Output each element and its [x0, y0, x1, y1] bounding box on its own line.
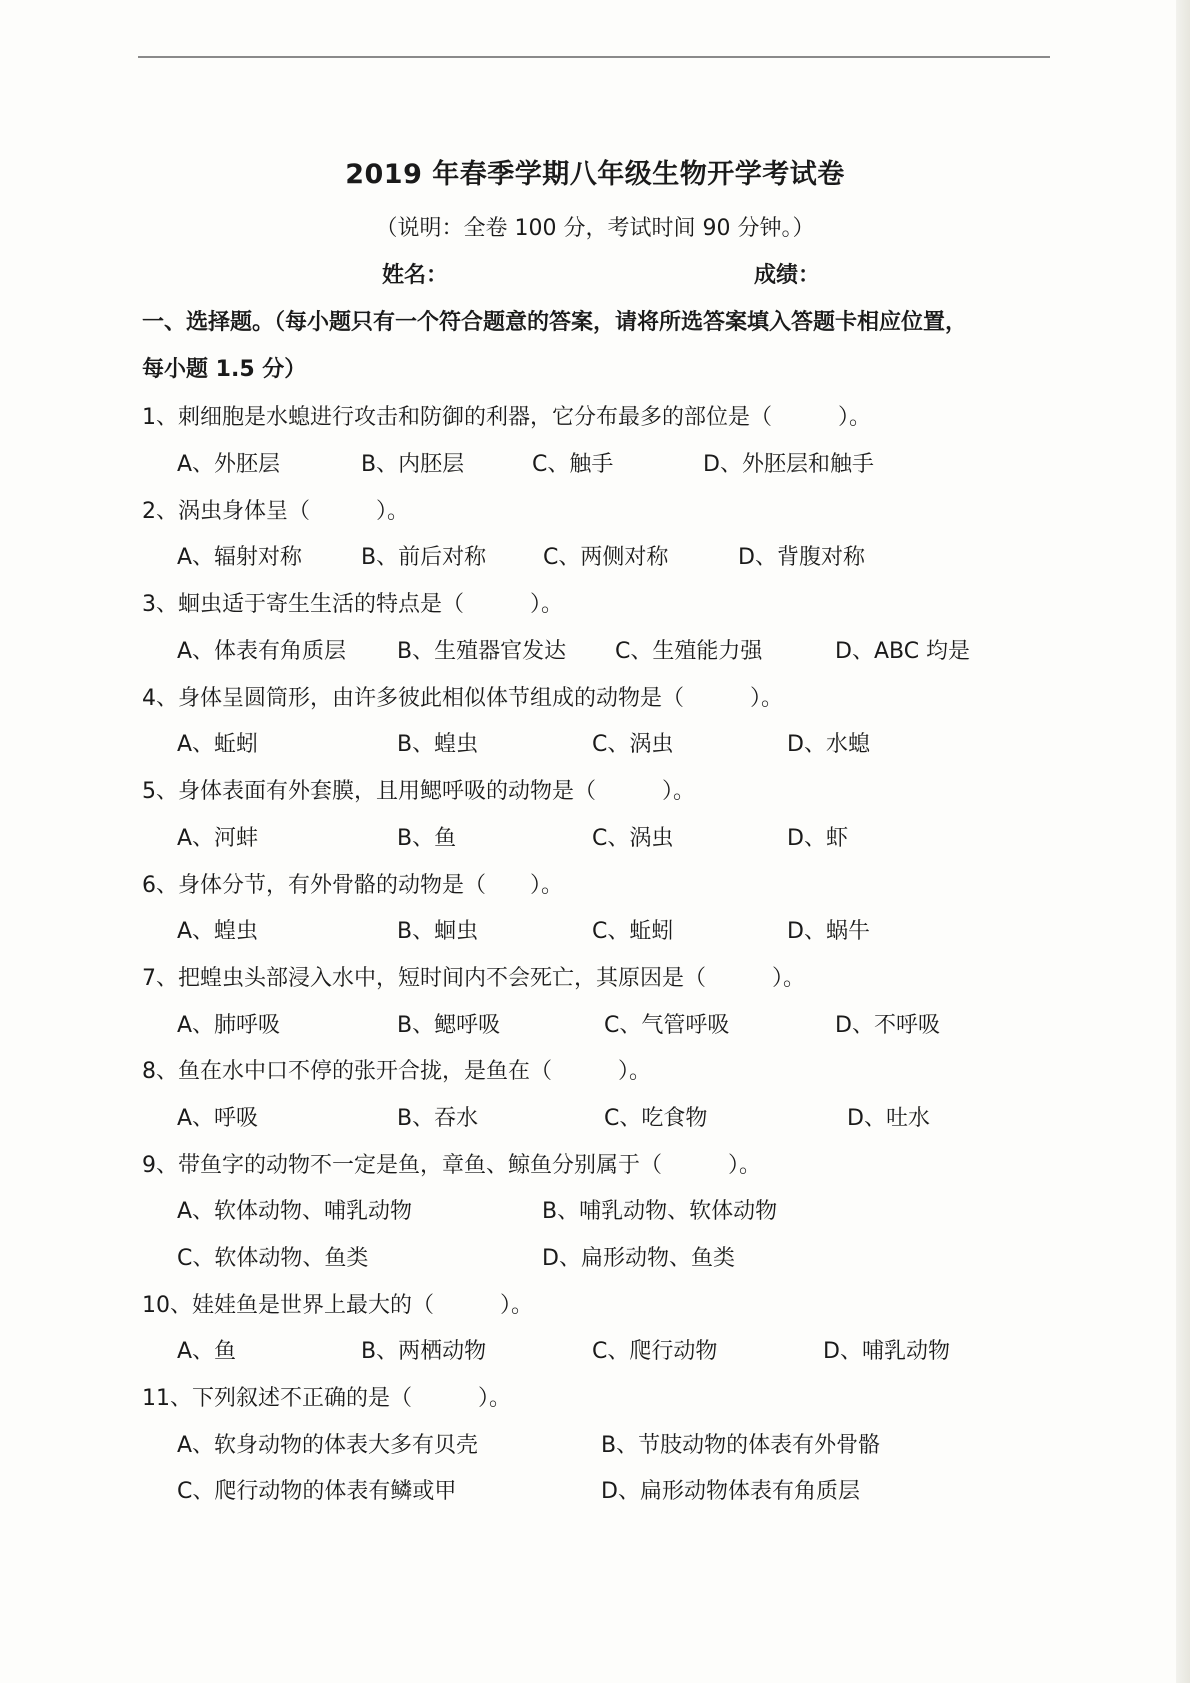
q8-option-b: B、吞水 — [397, 1106, 479, 1131]
q7-option-d: D、不呼吸 — [835, 1013, 940, 1038]
q1-option-b: B、内胚层 — [361, 452, 465, 477]
q3-option-b: B、生殖器官发达 — [397, 639, 567, 664]
q9-option-a: A、软体动物、哺乳动物 — [177, 1199, 413, 1224]
q3-option-a: A、体表有角质层 — [177, 639, 347, 664]
q5-option-d: D、虾 — [787, 826, 848, 851]
name-label: 姓名： — [382, 263, 449, 288]
exam-instructions: （说明：全卷 100 分，考试时间 90 分钟。） — [375, 216, 815, 241]
q6-option-d: D、蜗牛 — [787, 919, 870, 944]
q10-option-b: B、两栖动物 — [361, 1339, 487, 1364]
question-10: 10、娃娃鱼是世界上最大的（ ）。 — [142, 1293, 533, 1318]
q1-option-a: A、外胚层 — [177, 452, 281, 477]
q6-option-b: B、蛔虫 — [397, 919, 479, 944]
q5-option-b: B、鱼 — [397, 826, 457, 851]
q4-option-d: D、水螅 — [787, 732, 870, 757]
q2-option-d: D、背腹对称 — [738, 545, 865, 570]
q7-option-c: C、气管呼吸 — [604, 1013, 730, 1038]
question-4: 4、身体呈圆筒形，由许多彼此相似体节组成的动物是（ ）。 — [142, 686, 783, 711]
section-heading-cont: 每小题 1.5 分） — [142, 357, 307, 382]
score-label: 成绩： — [754, 263, 821, 288]
q9-option-d: D、扁形动物、鱼类 — [542, 1246, 735, 1271]
question-1: 1、刺细胞是水螅进行攻击和防御的利器，它分布最多的部位是（ ）。 — [142, 405, 871, 430]
q11-option-b: B、节肢动物的体表有外骨骼 — [601, 1433, 881, 1458]
q4-option-c: C、涡虫 — [592, 732, 674, 757]
q11-option-d: D、扁形动物体表有角质层 — [601, 1479, 860, 1504]
q3-option-c: C、生殖能力强 — [615, 639, 763, 664]
question-11: 11、下列叙述不正确的是（ ）。 — [142, 1386, 511, 1411]
q2-option-a: A、辐射对称 — [177, 545, 303, 570]
q2-option-b: B、前后对称 — [361, 545, 487, 570]
page-title: 2019 年春季学期八年级生物开学考试卷 — [345, 159, 845, 190]
question-7: 7、把蝗虫头部浸入水中，短时间内不会死亡，其原因是（ ）。 — [142, 966, 805, 991]
q4-option-a: A、蚯蚓 — [177, 732, 259, 757]
q10-option-a: A、鱼 — [177, 1339, 237, 1364]
q8-option-a: A、呼吸 — [177, 1106, 259, 1131]
question-6: 6、身体分节，有外骨骼的动物是（ ）。 — [142, 873, 563, 898]
q5-option-a: A、河蚌 — [177, 826, 259, 851]
question-8: 8、鱼在水中口不停的张开合拢，是鱼在（ ）。 — [142, 1059, 651, 1084]
header-rule — [138, 56, 1050, 58]
q9-option-b: B、哺乳动物、软体动物 — [542, 1199, 778, 1224]
q10-option-d: D、哺乳动物 — [823, 1339, 950, 1364]
q1-option-c: C、触手 — [532, 452, 614, 477]
question-2: 2、涡虫身体呈（ ）。 — [142, 499, 409, 524]
q1-option-d: D、外胚层和触手 — [703, 452, 874, 477]
q11-option-a: A、软身动物的体表大多有贝壳 — [177, 1433, 479, 1458]
q9-option-c: C、软体动物、鱼类 — [177, 1246, 369, 1271]
question-5: 5、身体表面有外套膜，且用鳃呼吸的动物是（ ）。 — [142, 779, 695, 804]
question-9: 9、带鱼字的动物不一定是鱼，章鱼、鲸鱼分别属于（ ）。 — [142, 1153, 761, 1178]
q3-option-d: D、ABC 均是 — [835, 639, 971, 664]
q5-option-c: C、涡虫 — [592, 826, 674, 851]
q11-option-c: C、爬行动物的体表有鳞或甲 — [177, 1479, 457, 1504]
q8-option-c: C、吃食物 — [604, 1106, 708, 1131]
question-3: 3、蛔虫适于寄生生活的特点是（ ）。 — [142, 592, 563, 617]
q7-option-b: B、鳃呼吸 — [397, 1013, 501, 1038]
q6-option-c: C、蚯蚓 — [592, 919, 674, 944]
q7-option-a: A、肺呼吸 — [177, 1013, 281, 1038]
q10-option-c: C、爬行动物 — [592, 1339, 718, 1364]
page-edge — [1176, 0, 1190, 1683]
q8-option-d: D、吐水 — [847, 1106, 930, 1131]
section-heading: 一、选择题。（每小题只有一个符合题意的答案，请将所选答案填入答题卡相应位置， — [142, 310, 968, 335]
q4-option-b: B、蝗虫 — [397, 732, 479, 757]
q6-option-a: A、蝗虫 — [177, 919, 259, 944]
q2-option-c: C、两侧对称 — [543, 545, 669, 570]
